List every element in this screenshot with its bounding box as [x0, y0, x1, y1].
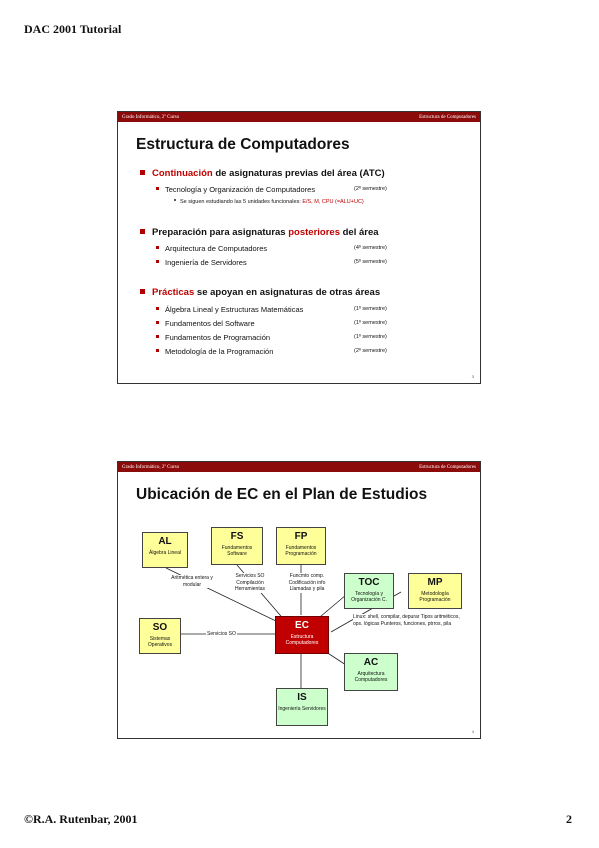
- course-name: Arquitectura Computadores: [354, 671, 388, 683]
- course-code: IS: [297, 692, 307, 703]
- course-name: Tecnología y Organización C.: [351, 591, 387, 603]
- box-fs: [211, 527, 263, 565]
- bullet-practices: [140, 287, 380, 298]
- semester-label: (4º semestre): [354, 245, 387, 251]
- page-header: DAC 2001 Tutorial: [24, 22, 122, 36]
- list-item: [156, 258, 406, 267]
- subject-label: Estructura de Computadores: [419, 114, 476, 120]
- item-text: Metodología de la Programación: [165, 347, 274, 356]
- course-name: Ingeniería Servidores: [278, 706, 326, 712]
- square-bullet-icon: [156, 246, 159, 249]
- bullet-text: del área: [339, 227, 379, 238]
- slide-number: 4: [471, 729, 474, 734]
- item-text: Fundamentos de Programación: [165, 333, 271, 342]
- course-code: TOC: [358, 577, 380, 588]
- square-bullet-icon: [156, 260, 159, 263]
- slide-title: Ubicación de EC en el Plan de Estudios: [136, 486, 428, 503]
- square-bullet-icon: [156, 335, 159, 338]
- item-text: Ingeniería de Servidores: [165, 258, 247, 267]
- label-so-ec: Servicios SO: [207, 631, 236, 637]
- box-is: [276, 688, 328, 726]
- label-mp-ec: Linux: shell, compilar, depurar Tipos aritméticos, ops. lógicas Punteros, funciones, ptrros, pila: [353, 614, 465, 627]
- sub-item: [174, 199, 364, 205]
- course-name: Sistemas Operativos: [147, 636, 173, 648]
- bullet-text: se apoyan en asignaturas de otras áreas: [194, 287, 381, 298]
- box-ac: [344, 653, 398, 691]
- box-so: [139, 618, 181, 654]
- label-al-ec: Aritmética entera y modular: [171, 575, 213, 588]
- list-item: [156, 333, 406, 342]
- highlight-text: Prácticas: [152, 287, 195, 298]
- slide-curriculum-map: [117, 461, 481, 739]
- course-code: FS: [230, 531, 244, 542]
- highlight-text: Continuación: [152, 168, 213, 179]
- list-item: [156, 347, 406, 356]
- course-code: EC: [295, 620, 309, 631]
- course-code: SO: [152, 622, 168, 633]
- item-text: Fundamentos del Software: [165, 319, 255, 328]
- square-bullet-icon: [156, 349, 159, 352]
- label-fs-ec: Servicios SO Compilación Herramientas: [226, 573, 274, 593]
- semester-label: (5º semestre): [354, 259, 387, 265]
- square-bullet-icon: [156, 307, 159, 310]
- box-al: [142, 532, 188, 568]
- slide-title: Estructura de Computadores: [136, 136, 350, 153]
- semester-label: (1º semestre): [354, 320, 387, 326]
- dot-bullet-icon: [174, 199, 176, 201]
- course-name: Metodología Programación: [419, 591, 451, 603]
- copyright-footer: ©R.A. Rutenbar, 2001: [24, 812, 138, 826]
- bullet-preparation: [140, 227, 379, 238]
- list-item: [156, 305, 406, 314]
- square-bullet-icon: [140, 229, 145, 234]
- subject-label: Estructura de Computadores: [419, 464, 476, 470]
- course-code: AL: [158, 536, 172, 547]
- course-name: Fundamentos Programación: [285, 545, 317, 557]
- highlight-text: E/S, M, CPU (=ALU+UC): [302, 199, 364, 205]
- course-name: Estructura Computadores: [285, 634, 319, 646]
- course-name: Fundamentos Software: [221, 545, 253, 557]
- box-mp: [408, 573, 462, 609]
- square-bullet-icon: [140, 289, 145, 294]
- item-text: Álgebra Lineal y Estructuras Matemáticas: [165, 305, 304, 314]
- slide-header-bar: [118, 112, 480, 122]
- course-label: Grado Informático, 2º Curso: [122, 464, 180, 470]
- highlight-text: posteriores: [288, 227, 340, 238]
- label-fp-ec: Funcmto comp. Codificación info Llamadas y pila: [280, 573, 334, 593]
- item-text: Arquitectura de Computadores: [165, 244, 268, 253]
- bullet-text: de asignaturas previas del área (ATC): [212, 168, 385, 179]
- course-code: MP: [427, 577, 443, 588]
- box-toc: [344, 573, 394, 609]
- course-code: FP: [294, 531, 308, 542]
- page-number: 2: [566, 812, 572, 826]
- semester-label: (1º semestre): [354, 334, 387, 340]
- bullet-text: Preparación para asignaturas: [152, 227, 289, 238]
- semester-label: (2º semestre): [354, 348, 387, 354]
- list-item: [156, 185, 406, 194]
- semester-label: (1º semestre): [354, 306, 387, 312]
- list-item: [156, 319, 406, 328]
- square-bullet-icon: [156, 187, 159, 190]
- item-text: Tecnología y Organización de Computadores: [165, 185, 316, 194]
- semester-label: (2º semestre): [354, 186, 387, 192]
- course-label: Grado Informático, 2º Curso: [122, 114, 180, 120]
- bullet-continuation: [140, 168, 385, 179]
- sub-item-text: Se siguen estudiando las 5 unidades funcionales:: [180, 199, 303, 205]
- slide-structure: [117, 111, 481, 384]
- list-item: [156, 244, 406, 253]
- slide-number: 3: [471, 374, 474, 379]
- box-ec: [275, 616, 329, 654]
- box-fp: [276, 527, 326, 565]
- course-name: Álgebra Lineal: [149, 550, 181, 556]
- square-bullet-icon: [156, 321, 159, 324]
- course-code: AC: [363, 657, 379, 668]
- square-bullet-icon: [140, 170, 145, 175]
